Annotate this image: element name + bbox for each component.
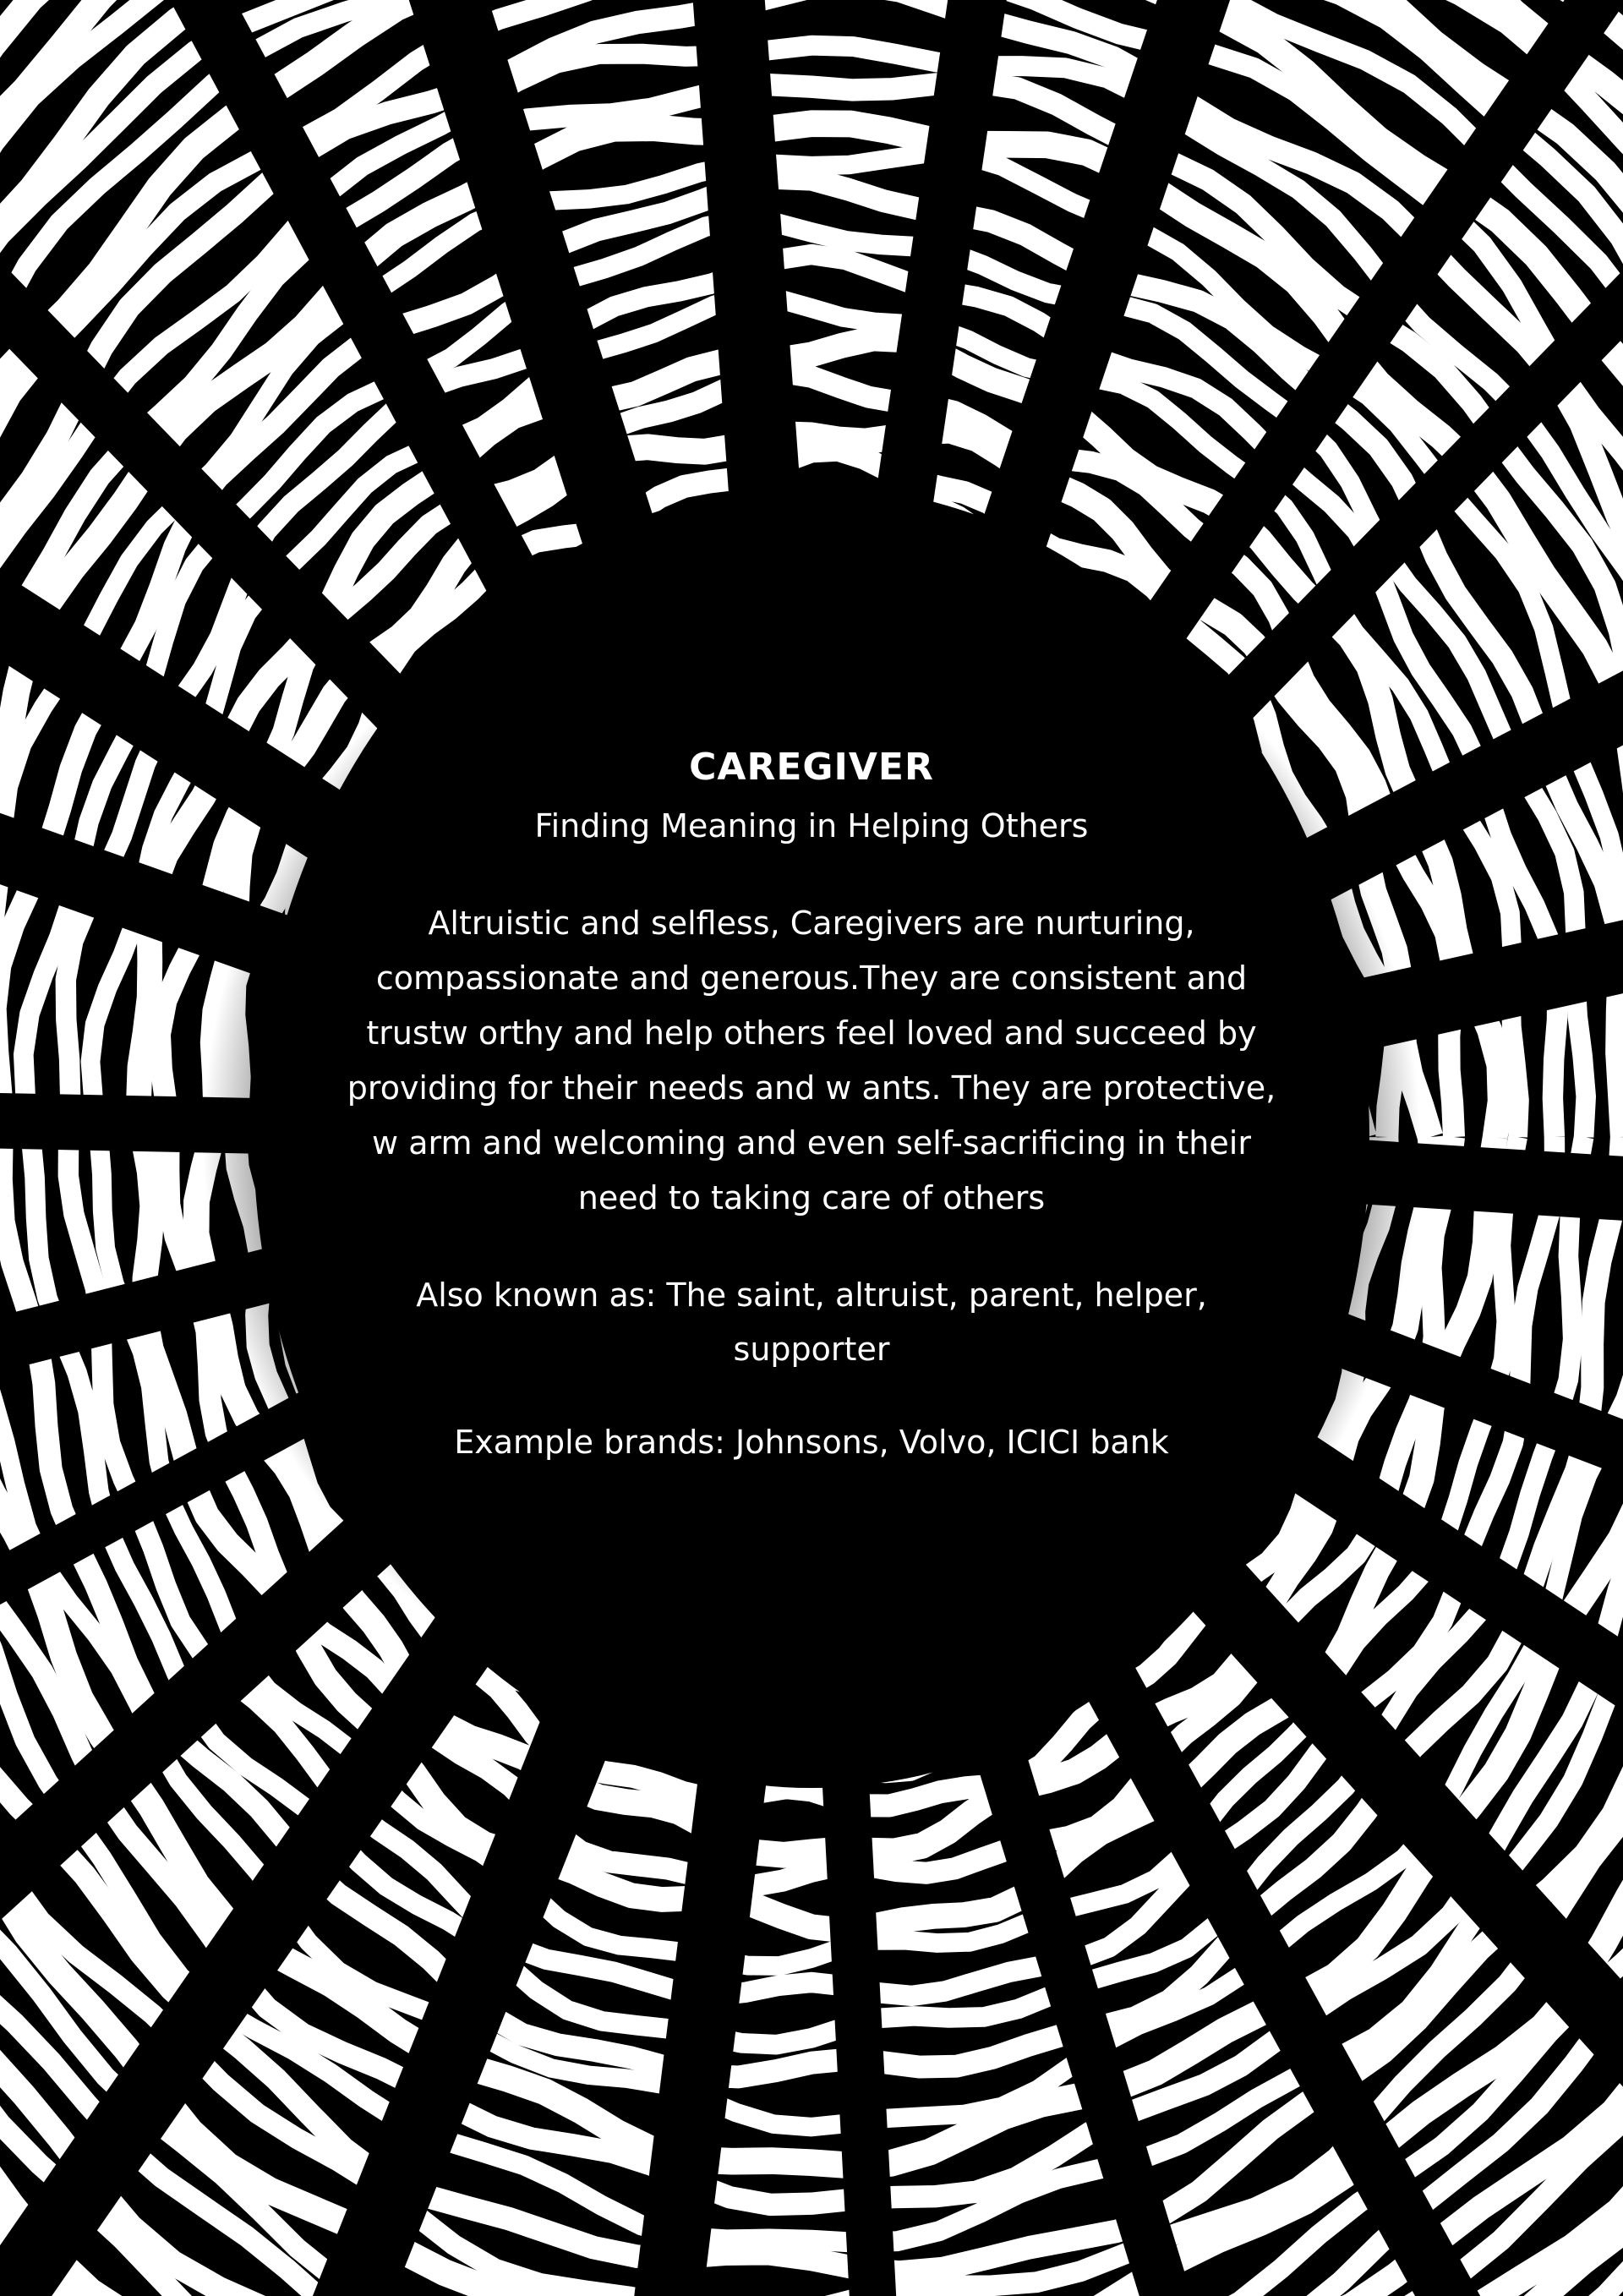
- example-brands: Example brands: Johnsons, Volvo, ICICI bank: [454, 1424, 1169, 1461]
- also-known-as: Also known as: The saint, altruist, parent, helper, supporter: [416, 1276, 1207, 1368]
- archetype-subtitle: Finding Meaning in Helping Others: [534, 807, 1089, 845]
- archetype-title: CAREGIVER: [689, 746, 934, 789]
- text-panel: [304, 744, 1319, 1466]
- archetype-description: Altruistic and selfless, Caregivers are nurturing, compassionate and generous.They are consistent and trustw orthy and help others feel loved and succeed by providing for their needs and w ants. They are protective, w arm and welcoming and even self-sacrificing in their need to taking care of others: [347, 905, 1276, 1216]
